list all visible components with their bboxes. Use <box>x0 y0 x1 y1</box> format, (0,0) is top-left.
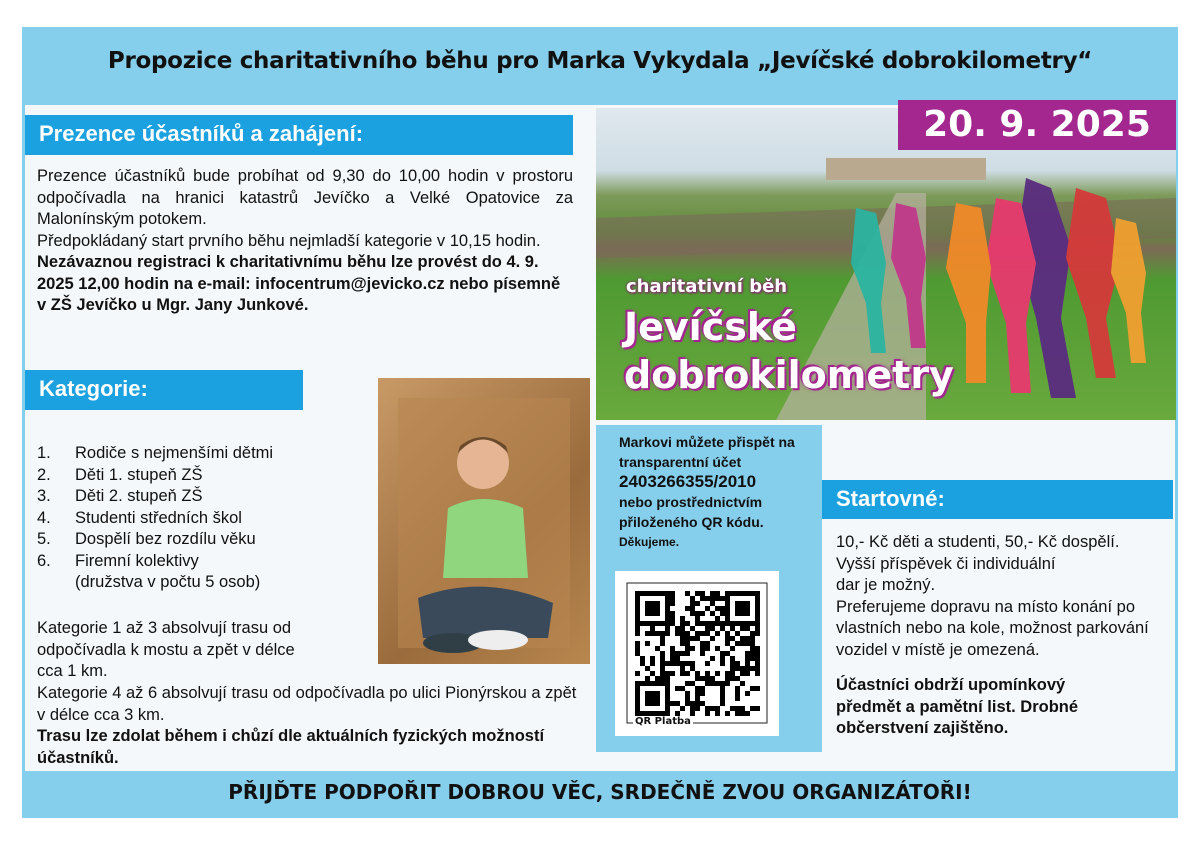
transport-note: Preferujeme dopravu na místo konání po vlastních nebo na kole, možnost parkování vozidel v místě je omezená. <box>836 597 1149 659</box>
prezence-text <box>37 166 573 317</box>
kategorie-p3: Trasu lze zdolat během i chůzí dle aktuálních fyzických možností účastníků. <box>37 727 545 767</box>
kategorie-p1: Kategorie 1 až 3 absolvují trasu od odpočívadla k mostu a zpět v délce cca 1 km. <box>37 619 295 680</box>
banner-title-line2: dobrokilometry <box>624 353 954 397</box>
startovne-text <box>836 532 1166 740</box>
qr-label: QR Platba <box>635 716 691 727</box>
running-banner-photo <box>596 108 1176 420</box>
prezence-p1: Prezence účastníků bude probíhat od 9,30 do 10,00 hodin v prostoru odpočívadla na hranici katastrů Jevíčko a Velké Opatovice za Malonínským potokem. <box>37 167 573 228</box>
category-item <box>37 551 377 573</box>
banner-title-line1: Jevíčské <box>624 305 797 349</box>
donation-intro: Markovi můžete přispět na transparentní účet <box>619 434 795 470</box>
category-number: 5. <box>37 530 51 548</box>
fee-text: 10,- Kč děti a studenti, 50,- Kč dospělí. <box>836 533 1120 551</box>
category-label: Děti 2. stupeň ZŠ <box>75 487 203 505</box>
kategorie-heading: Kategorie: <box>25 370 303 410</box>
startovne-heading: Startovné: <box>822 480 1173 519</box>
category-number: 2. <box>37 465 51 484</box>
banner-title <box>624 303 954 399</box>
category-number: 6. <box>37 551 51 570</box>
category-6-note: (družstva v počtu 5 osob) <box>75 573 261 591</box>
prezence-registration: Nezávaznou registraci k charitativnímu běhu lze provést do 4. 9. 2025 12,00 hodin na e-mail: infocentrum@jevicko.cz nebo písemně v ZŠ Jevíčko u Mgr. Jany Junkové. <box>37 253 561 314</box>
participant-gifts: Účastníci obdrží upomínkový předmět a pamětní list. Drobné občerstvení zajištěno. <box>836 676 1079 737</box>
category-label: Studenti středních škol <box>75 508 242 527</box>
category-item <box>37 486 377 508</box>
category-item <box>37 508 377 530</box>
category-item <box>37 529 377 551</box>
category-label: Dospělí bez rozdílu věku <box>75 530 256 548</box>
donation-text <box>619 432 819 552</box>
category-label: Děti 1. stupeň ZŠ <box>75 465 203 484</box>
category-number: 4. <box>37 508 51 527</box>
footer-invitation: PŘIJĎTE PODPOŘIT DOBROU VĚC, SRDEČNĚ ZVOU ORGANIZÁTOŘI! <box>228 780 972 804</box>
qr-code-box <box>615 571 779 736</box>
prezence-heading: Prezence účastníků a zahájení: <box>25 115 573 155</box>
donation-thanks: Děkujeme. <box>619 535 680 549</box>
category-list <box>37 443 377 572</box>
banner-subtitle: charitativní běh <box>626 276 788 297</box>
event-date: 20. 9. 2025 <box>898 100 1176 150</box>
donation-qr-note: nebo prostřednictvím přiloženého QR kódu. <box>619 494 764 530</box>
poster-title: Propozice charitativního běhu pro Marka Vykydala „Jevíčské dobrokilometry“ <box>107 48 1093 74</box>
category-label: Rodiče s nejmenšími dětmi <box>75 444 274 462</box>
category-item <box>37 443 377 465</box>
category-item <box>37 465 377 487</box>
category-label: Firemní kolektivy <box>75 551 199 570</box>
prezence-p2: Předpokládaný start prvního běhu nejmladší kategorie v 10,15 hodin. <box>37 231 541 250</box>
bank-account: 2403266355/2010 <box>619 472 757 491</box>
donation-note: Vyšší příspěvek či individuální dar je možný. <box>836 554 1056 594</box>
qr-code[interactable] <box>615 571 779 736</box>
category-number: 1. <box>37 444 51 462</box>
kategorie-p2: Kategorie 4 až 6 absolvují trasu od odpočívadla po ulici Pionýrskou a zpět v délce cca 3 km. <box>37 684 577 724</box>
boy-illustration <box>378 378 590 664</box>
boy-in-box-photo <box>378 378 590 664</box>
category-number: 3. <box>37 487 51 505</box>
